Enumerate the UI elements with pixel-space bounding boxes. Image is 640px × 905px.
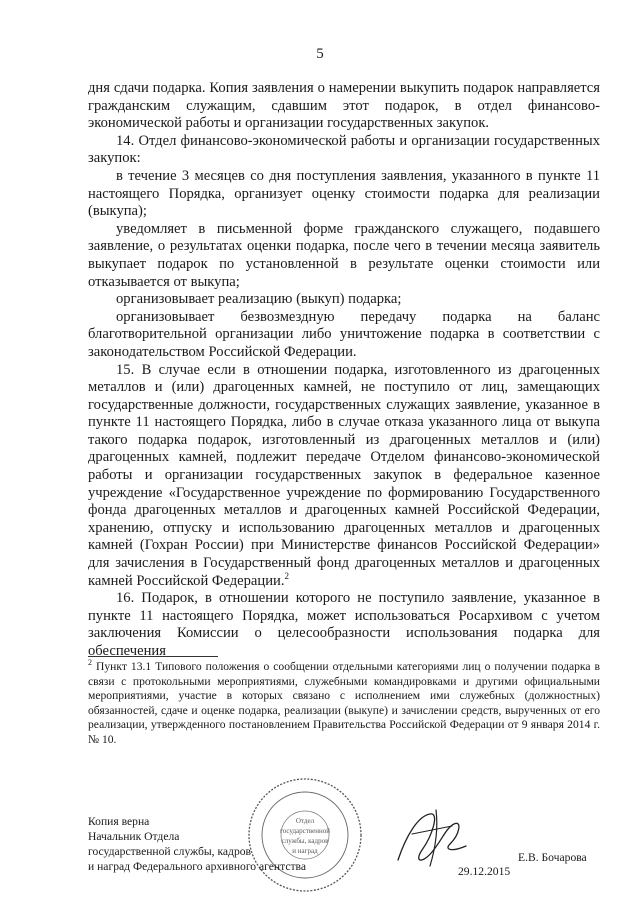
stamp-line-4: и наград: [292, 847, 318, 855]
paragraph-14-item-1: в течение 3 месяцев со дня поступления заявления, указанного в пункте 11 настоящего Порядка, организует оценку стоимости подарка для реализации (выкупа);: [88, 167, 600, 220]
paragraph-14: 14. Отдел финансово-экономической работы и организации государственных закупок:: [88, 132, 600, 167]
document-body: [88, 80, 600, 661]
certification-line-3: государственной службы, кадров: [88, 845, 252, 858]
paragraph-15: [88, 362, 600, 591]
paragraph-14-item-2: уведомляет в письменной форме гражданского служащего, подавшего заявление, о результатах оценки подарка, после чего в течении месяца заявитель выкупает подарок по установленной в результате оценки стоимости или отказывается от выкупа;: [88, 220, 600, 290]
footnote: [88, 660, 600, 748]
certification-date: 29.12.2015: [458, 865, 511, 878]
stamp-line-1: Отдел: [295, 817, 315, 825]
certification-line-1: Копия верна: [88, 815, 150, 828]
footnote-reference: 2: [284, 570, 289, 581]
paragraph-continuation: дня сдачи подарка. Копия заявления о намерении выкупить подарок направляется гражданским служащим, сдавшим этот подарок, в отдел финансово-экономической работы и организации государственных закупок.: [88, 80, 600, 132]
handwritten-signature: [392, 806, 472, 870]
footnote-separator: [88, 656, 218, 657]
paragraph-14-item-4: организовывает безвозмездную передачу подарка на баланс благотворительной организации либо уничтожение подарка в соответствии с законодательством Российской Федерации.: [88, 308, 600, 360]
paragraph-15-text: 15. В случае если в отношении подарка, изготовленного из драгоценных металлов и (или) драгоценных камней, не поступило от лиц, замещающих государственные должности, государственных служащих заявление, указанное в пункте 11 настоящего Порядка, либо в случае отказа указанного лица от выкупа такого подарка подарок, изготовленный из драгоценных металлов и (или) драгоценных камней, подлежит передаче Отделом финансово-экономической работы и организации государственных закупок в федеральное казенное учреждение «Государственное учреждение по формированию Государственного фонда драгоценных металлов и драгоценных камней Российской Федерации, хранению, отпуску и использованию драгоценных металлов и драгоценных камней (Гохран России) при Министерстве финансов Российской Федерации» для зачисления в Государственный фонд драгоценных металлов и драгоценных камней Российской Федерации.: [88, 361, 600, 589]
paragraph-16: 16. Подарок, в отношении которого не поступило заявление, указанное в пункте 11 настоящего Порядка, может использоваться Росархивом с учетом заключения Комиссии о целесообразности использования подарка для обеспечения: [88, 590, 600, 659]
certification-line-2: Начальник Отдела: [88, 830, 180, 843]
signer-name: Е.В. Бочарова: [518, 851, 587, 864]
certification-line-4: и наград Федерального архивного агентства: [88, 860, 306, 873]
footnote-text: Пункт 13.1 Типового положения о сообщении отдельными категориями лиц о получении подарка в связи с протокольными мероприятиями, служебными командировками и другими официальными мероприятиями, участие в которых связано с исполнением ими служебных (должностных) обязанностей, сдаче и оценке подарка, реализации (выкупе) и зачислении средств, вырученных от его реализации, утвержденного постановлением Правительства Российской Федерации от 9 января 2014 г. № 10.: [88, 660, 600, 746]
stamp-line-3: службы, кадров: [281, 837, 329, 845]
certification-block: [88, 814, 328, 874]
stamp-line-2: государственной: [280, 827, 330, 835]
footnote-marker: 2: [88, 658, 92, 668]
page-number: 5: [316, 46, 324, 62]
paragraph-14-item-3: организовывает реализацию (выкуп) подарка;: [116, 291, 402, 308]
